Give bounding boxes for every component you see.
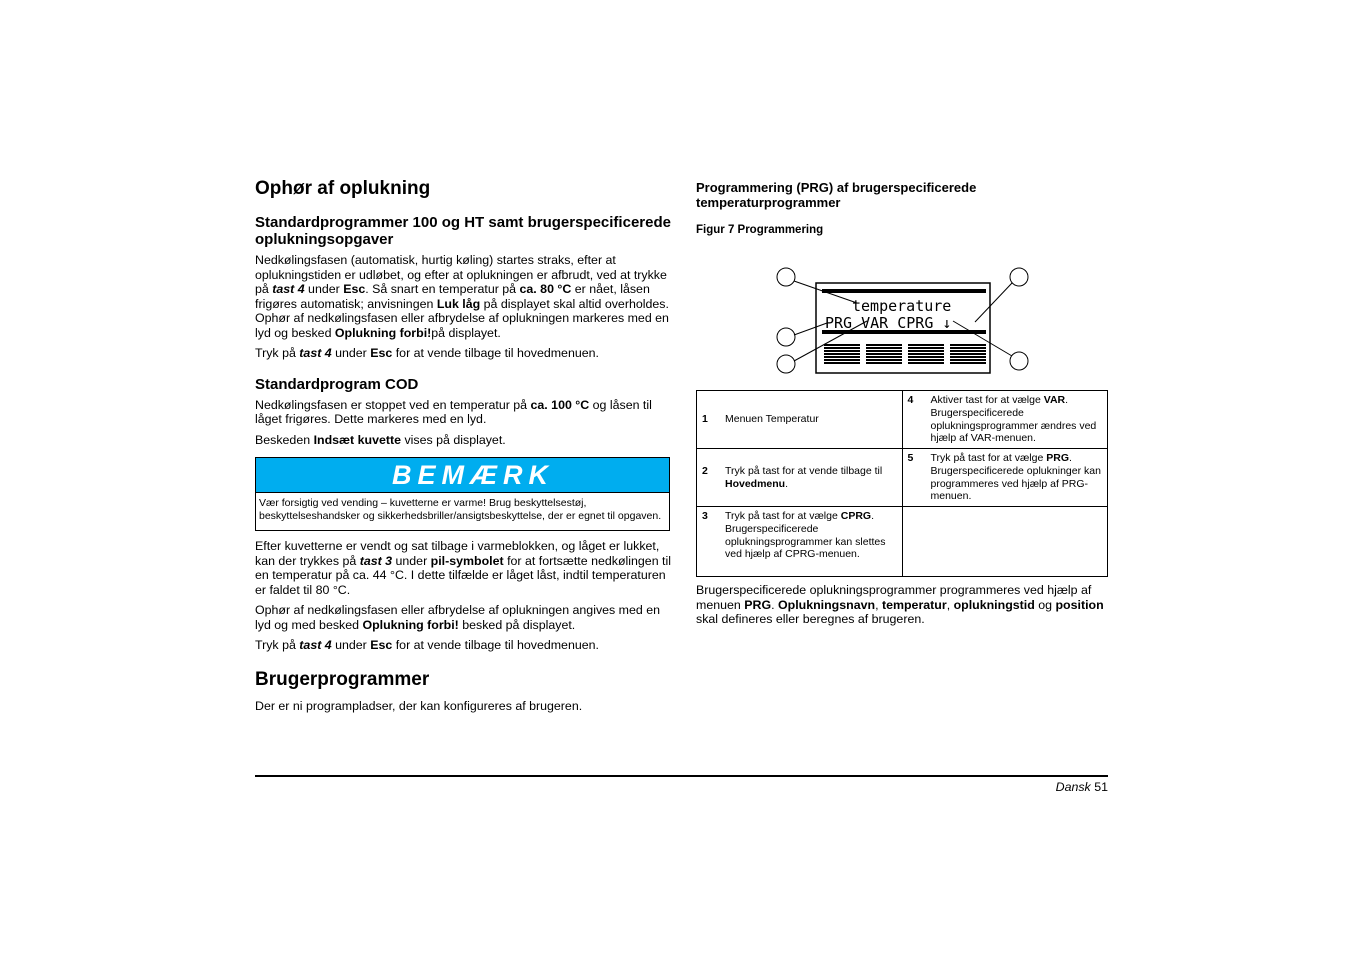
callout-3 <box>777 328 795 346</box>
right-paragraph-wrapper <box>696 583 1108 627</box>
callout-2 <box>1010 268 1028 286</box>
lcd-figure <box>775 265 1035 377</box>
legend-cell-1: 1 Menuen Temperatur <box>697 391 903 449</box>
figure-caption: Figur 7 Programmering <box>696 224 824 236</box>
paragraph-return-main-2: Tryk på tast 4 under Esc for at vende tilbage til hovedmenuen. <box>255 638 599 652</box>
legend-table-wrapper <box>696 390 1108 577</box>
legend-cell-empty <box>902 507 1108 577</box>
footer-rule <box>255 775 1108 777</box>
subheading-standard-programs: Standardprogrammer 100 og HT samt brugerspecificerede oplukningsopgaver <box>255 214 671 248</box>
table-row <box>697 449 1108 507</box>
page-footer <box>960 780 1108 794</box>
paragraph-return-main-1: Tryk på tast 4 under Esc for at vende tilbage til hovedmenuen. <box>255 346 599 360</box>
lcd-line2: PRG VAR CPRG ↓ <box>825 314 952 332</box>
left-column <box>255 178 671 713</box>
section-heading-user-programs: Brugerprogrammer <box>255 668 430 690</box>
lcd-key-3 <box>908 343 944 365</box>
paragraph-after-turning: Efter kuvetterne er vendt og sat tilbage i varmeblokken, og låget er lukket, kan der trykkes på tast 3 under pil-symbolet for at fortsætte nedkølingen til en temperatur på ca. 44 °C. I dette tilfælde er låget låst, indtil temperaturen er faldet til 80 °C. <box>255 539 671 597</box>
note-box <box>255 457 670 531</box>
legend-table <box>696 390 1108 577</box>
paragraph-prg-definition: Brugerspecificerede oplukningsprogrammer programmeres ved hjælp af menuen PRG. Oplukningsnavn, temperatur, oplukningstid og position skal defineres eller beregnes af brugeren. <box>696 583 1104 626</box>
paragraph-nine-slots: Der er ni programpladser, der kan konfigureres af brugeren. <box>255 698 583 713</box>
legend-cell-5: 5 Tryk på tast for at vælge PRG. Brugerspecificerede oplukninger kan programmeres ved hjælp af PRG-menuen. <box>902 449 1108 507</box>
callout-5 <box>1010 352 1028 370</box>
footer-language: Dansk <box>1055 780 1091 794</box>
legend-cell-4: 4 Aktiver tast for at vælge VAR. Brugerspecificerede oplukningsprogrammer ændres ved hjælp af VAR-menuen. <box>902 391 1108 449</box>
lcd-key-1 <box>824 343 860 365</box>
legend-cell-3: 3 Tryk på tast for at vælge CPRG. Brugerspecificerede oplukningsprogrammer kan slettes ved hjælp af CPRG-menuen. <box>697 507 903 577</box>
lcd-key-4 <box>950 343 986 365</box>
right-column <box>696 180 1108 237</box>
subheading-standard-cod: Standardprogram COD <box>255 375 419 393</box>
note-title: BEMÆRK <box>256 458 669 493</box>
lcd-diagram <box>775 265 1035 377</box>
legend-cell-2: 2 Tryk på tast for at vende tilbage til Hovedmenu. <box>697 449 903 507</box>
paragraph-cod-cooling: Nedkølingsfasen er stoppet ved en temperatur på ca. 100 °C og låsen til låget frigøres. Dette markeres med en lyd. <box>255 397 652 426</box>
page-number: 51 <box>1094 780 1108 794</box>
table-row <box>697 391 1108 449</box>
lcd-line1: temperature <box>852 297 952 315</box>
note-text: Vær forsigtig ved vending – kuvetterne er varme! Brug beskyttelsestøj, beskyttelseshandsker og sikkerhedsbriller/ansigtsbeskyttelse, der er egnet til opgaven. <box>259 497 662 522</box>
paragraph-end-cooling: Ophør af nedkølingsfasen eller afbrydelse af oplukningen angives med en lyd og med besked Oplukning forbi! besked på displayet. <box>255 603 661 632</box>
lcd-top-bar <box>822 289 986 293</box>
table-row <box>697 507 1108 577</box>
callout-4 <box>777 355 795 373</box>
callout-1 <box>777 268 795 286</box>
paragraph-insert-cuvette: Beskeden Indsæt kuvette vises på displayet. <box>255 432 506 447</box>
paragraph-cooling-phase: Nedkølingsfasen (automatisk, hurtig køling) startes straks, efter at oplukningstiden er udløbet, og efter at oplukningen er afbrudt, ved at trykke på tast 4 under Esc. Så snart en temperatur på ca. 80 °C er nået, låsen frigøres automatisk; anvisningen Luk låg på displayet skal altid overholdes. Ophør af nedkølingsfasen eller afbrydelse af oplukningen markeres med en lyd og besked Oplukning forbi!på displayet. <box>255 253 669 340</box>
subheading-programming: Programmering (PRG) af brugerspecificerede temperaturprogrammer <box>696 180 977 210</box>
section-heading-ophor: Ophør af oplukning <box>255 178 431 199</box>
lcd-key-2 <box>866 343 902 365</box>
